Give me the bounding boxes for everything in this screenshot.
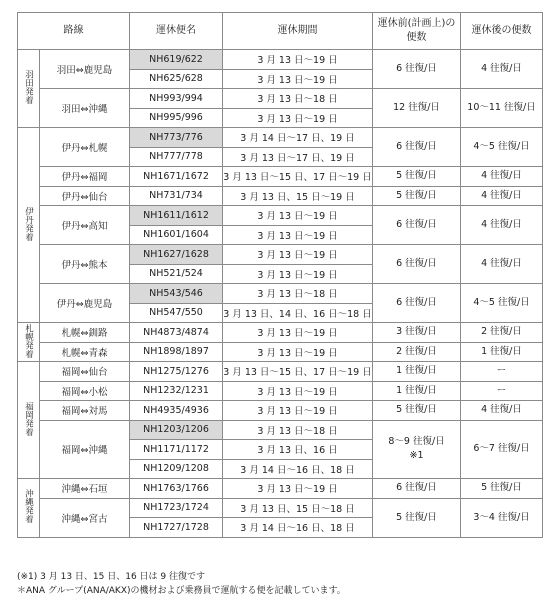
route-cell: 伊丹⇔福岡	[40, 167, 130, 187]
period-cell: 3 月 13 日〜19 日	[223, 401, 373, 421]
header-flight: 運休便名	[130, 13, 223, 50]
footnote-2: ＊ANA グループ(ANA/AKX)の機材および乗務員で運航する便を記載しています。	[17, 586, 346, 596]
after-frequency-cell: 4 往復/日	[461, 245, 543, 284]
table-row	[18, 186, 543, 206]
region-label-text: 福岡発着	[23, 401, 34, 436]
header-before: 運休前(計画上)の便数	[373, 13, 461, 50]
after-frequency-cell: 4 往復/日	[461, 167, 543, 187]
flight-number-cell: NH1275/1276	[130, 362, 223, 382]
period-cell: 3 月 13 日〜15 日、17 日〜19 日	[223, 167, 373, 187]
after-frequency-cell: 6〜7 往復/日	[461, 420, 543, 479]
route-cell: 沖縄⇔石垣	[40, 479, 130, 499]
after-frequency-cell: ー	[461, 362, 543, 382]
region-label	[18, 362, 40, 479]
table-row	[18, 479, 543, 499]
period-cell: 3 月 13 日〜19 日	[223, 206, 373, 226]
table-row	[18, 245, 543, 265]
table-row	[18, 498, 543, 518]
flight-number-cell: NH1723/1724	[130, 498, 223, 518]
footnote-1: (※1) 3 月 13 日、15 日、16 日は 9 往復です	[17, 572, 205, 582]
table-body	[18, 50, 543, 538]
route-cell: 伊丹⇔高知	[40, 206, 130, 245]
before-frequency-cell: 3 往復/日	[373, 323, 461, 343]
period-cell: 3 月 14 日〜16 日、18 日	[223, 459, 373, 479]
flight-number-cell: NH1601/1604	[130, 225, 223, 245]
header-after: 運休後の便数	[461, 13, 543, 50]
region-label	[18, 323, 40, 362]
period-cell: 3 月 13 日〜19 日	[223, 323, 373, 343]
after-frequency-cell: ー	[461, 381, 543, 401]
after-frequency-cell: 3〜4 往復/日	[461, 498, 543, 537]
after-frequency-cell: 1 往復/日	[461, 342, 543, 362]
route-cell: 札幌⇔青森	[40, 342, 130, 362]
before-frequency-cell: 12 往復/日	[373, 89, 461, 128]
flight-number-cell: NH1209/1208	[130, 459, 223, 479]
period-cell: 3 月 13 日〜18 日	[223, 420, 373, 440]
table-row	[18, 167, 543, 187]
after-frequency-cell: 2 往復/日	[461, 323, 543, 343]
header-route: 路線	[18, 13, 130, 50]
table-row	[18, 206, 543, 226]
flight-number-cell: NH1232/1231	[130, 381, 223, 401]
period-cell: 3 月 13 日〜19 日	[223, 479, 373, 499]
table-row	[18, 362, 543, 382]
flight-number-cell: NH1763/1766	[130, 479, 223, 499]
before-frequency-cell: 5 往復/日	[373, 498, 461, 537]
flight-number-cell: NH773/776	[130, 128, 223, 148]
flight-number-cell: NH1627/1628	[130, 245, 223, 265]
table-row	[18, 342, 543, 362]
table-row	[18, 381, 543, 401]
flight-number-cell: NH1898/1897	[130, 342, 223, 362]
before-frequency-cell: 6 往復/日	[373, 479, 461, 499]
region-label-text: 伊丹発着	[23, 206, 34, 241]
before-frequency-cell: 2 往復/日	[373, 342, 461, 362]
period-cell: 3 月 13 日〜19 日	[223, 225, 373, 245]
route-cell: 伊丹⇔熊本	[40, 245, 130, 284]
route-cell: 伊丹⇔札幌	[40, 128, 130, 167]
after-frequency-cell: 4 往復/日	[461, 50, 543, 89]
route-cell: 沖縄⇔宮古	[40, 498, 130, 537]
period-cell: 3 月 13 日〜17 日、19 日	[223, 147, 373, 167]
table-row	[18, 323, 543, 343]
route-cell: 札幌⇔釧路	[40, 323, 130, 343]
period-cell: 3 月 13 日〜18 日	[223, 284, 373, 304]
table-row	[18, 420, 543, 440]
route-cell: 伊丹⇔鹿児島	[40, 284, 130, 323]
flight-number-cell: NH1727/1728	[130, 518, 223, 538]
route-cell: 福岡⇔沖縄	[40, 420, 130, 479]
suspension-table	[17, 12, 543, 538]
header-row	[18, 13, 543, 50]
flight-number-cell: NH995/996	[130, 108, 223, 128]
flight-number-cell: NH731/734	[130, 186, 223, 206]
flight-number-cell: NH993/994	[130, 89, 223, 109]
after-frequency-cell: 4 往復/日	[461, 206, 543, 245]
table-row	[18, 128, 543, 148]
region-label	[18, 50, 40, 128]
flight-number-cell: NH1171/1172	[130, 440, 223, 460]
header-period: 運休期間	[223, 13, 373, 50]
region-label-text: 沖縄発着	[23, 489, 34, 524]
before-frequency-cell: 5 往復/日	[373, 186, 461, 206]
after-frequency-cell: 4〜5 往復/日	[461, 284, 543, 323]
table-row	[18, 284, 543, 304]
route-cell: 福岡⇔小松	[40, 381, 130, 401]
period-cell: 3 月 13 日〜15 日、17 日〜19 日	[223, 362, 373, 382]
region-label-text: 札幌発着	[23, 323, 34, 358]
before-frequency-cell: 8〜9 往復/日 ※1	[373, 420, 461, 479]
period-cell: 3 月 13 日、16 日	[223, 440, 373, 460]
period-cell: 3 月 13 日、15 日〜19 日	[223, 186, 373, 206]
route-cell: 羽田⇔鹿児島	[40, 50, 130, 89]
flight-number-cell: NH521/524	[130, 264, 223, 284]
table-row	[18, 401, 543, 421]
period-cell: 3 月 13 日〜19 日	[223, 69, 373, 89]
after-frequency-cell: 10〜11 往復/日	[461, 89, 543, 128]
route-cell: 伊丹⇔仙台	[40, 186, 130, 206]
route-cell: 福岡⇔仙台	[40, 362, 130, 382]
before-frequency-cell: 6 往復/日	[373, 128, 461, 167]
after-frequency-cell: 4〜5 往復/日	[461, 128, 543, 167]
period-cell: 3 月 13 日〜19 日	[223, 342, 373, 362]
flight-number-cell: NH619/622	[130, 50, 223, 70]
after-frequency-cell: 4 往復/日	[461, 401, 543, 421]
period-cell: 3 月 13 日〜19 日	[223, 245, 373, 265]
before-frequency-cell: 6 往復/日	[373, 284, 461, 323]
before-frequency-cell: 5 往復/日	[373, 401, 461, 421]
period-cell: 3 月 13 日〜18 日	[223, 89, 373, 109]
flight-number-cell: NH1611/1612	[130, 206, 223, 226]
period-cell: 3 月 13 日、15 日〜18 日	[223, 498, 373, 518]
period-cell: 3 月 13 日〜19 日	[223, 50, 373, 70]
flight-number-cell: NH4935/4936	[130, 401, 223, 421]
after-frequency-cell: 5 往復/日	[461, 479, 543, 499]
flight-number-cell: NH1203/1206	[130, 420, 223, 440]
before-frequency-cell: 1 往復/日	[373, 381, 461, 401]
period-cell: 3 月 13 日、14 日、16 日〜18 日	[223, 303, 373, 323]
period-cell: 3 月 14 日〜17 日、19 日	[223, 128, 373, 148]
period-cell: 3 月 13 日〜19 日	[223, 381, 373, 401]
route-cell: 羽田⇔沖縄	[40, 89, 130, 128]
period-cell: 3 月 14 日〜16 日、18 日	[223, 518, 373, 538]
after-frequency-cell: 4 往復/日	[461, 186, 543, 206]
before-frequency-cell: 6 往復/日	[373, 245, 461, 284]
flight-number-cell: NH1671/1672	[130, 167, 223, 187]
period-cell: 3 月 13 日〜19 日	[223, 108, 373, 128]
flight-number-cell: NH777/778	[130, 147, 223, 167]
flight-number-cell: NH543/546	[130, 284, 223, 304]
flight-number-cell: NH625/628	[130, 69, 223, 89]
region-label-text: 羽田発着	[23, 70, 34, 104]
before-frequency-cell: 1 往復/日	[373, 362, 461, 382]
table-row	[18, 50, 543, 70]
table-row	[18, 89, 543, 109]
period-cell: 3 月 13 日〜19 日	[223, 264, 373, 284]
before-frequency-cell: 5 往復/日	[373, 167, 461, 187]
before-frequency-cell: 6 往復/日	[373, 206, 461, 245]
region-label	[18, 128, 40, 323]
region-label	[18, 479, 40, 538]
flight-number-cell: NH4873/4874	[130, 323, 223, 343]
flight-number-cell: NH547/550	[130, 303, 223, 323]
before-frequency-cell: 6 往復/日	[373, 50, 461, 89]
route-cell: 福岡⇔対馬	[40, 401, 130, 421]
